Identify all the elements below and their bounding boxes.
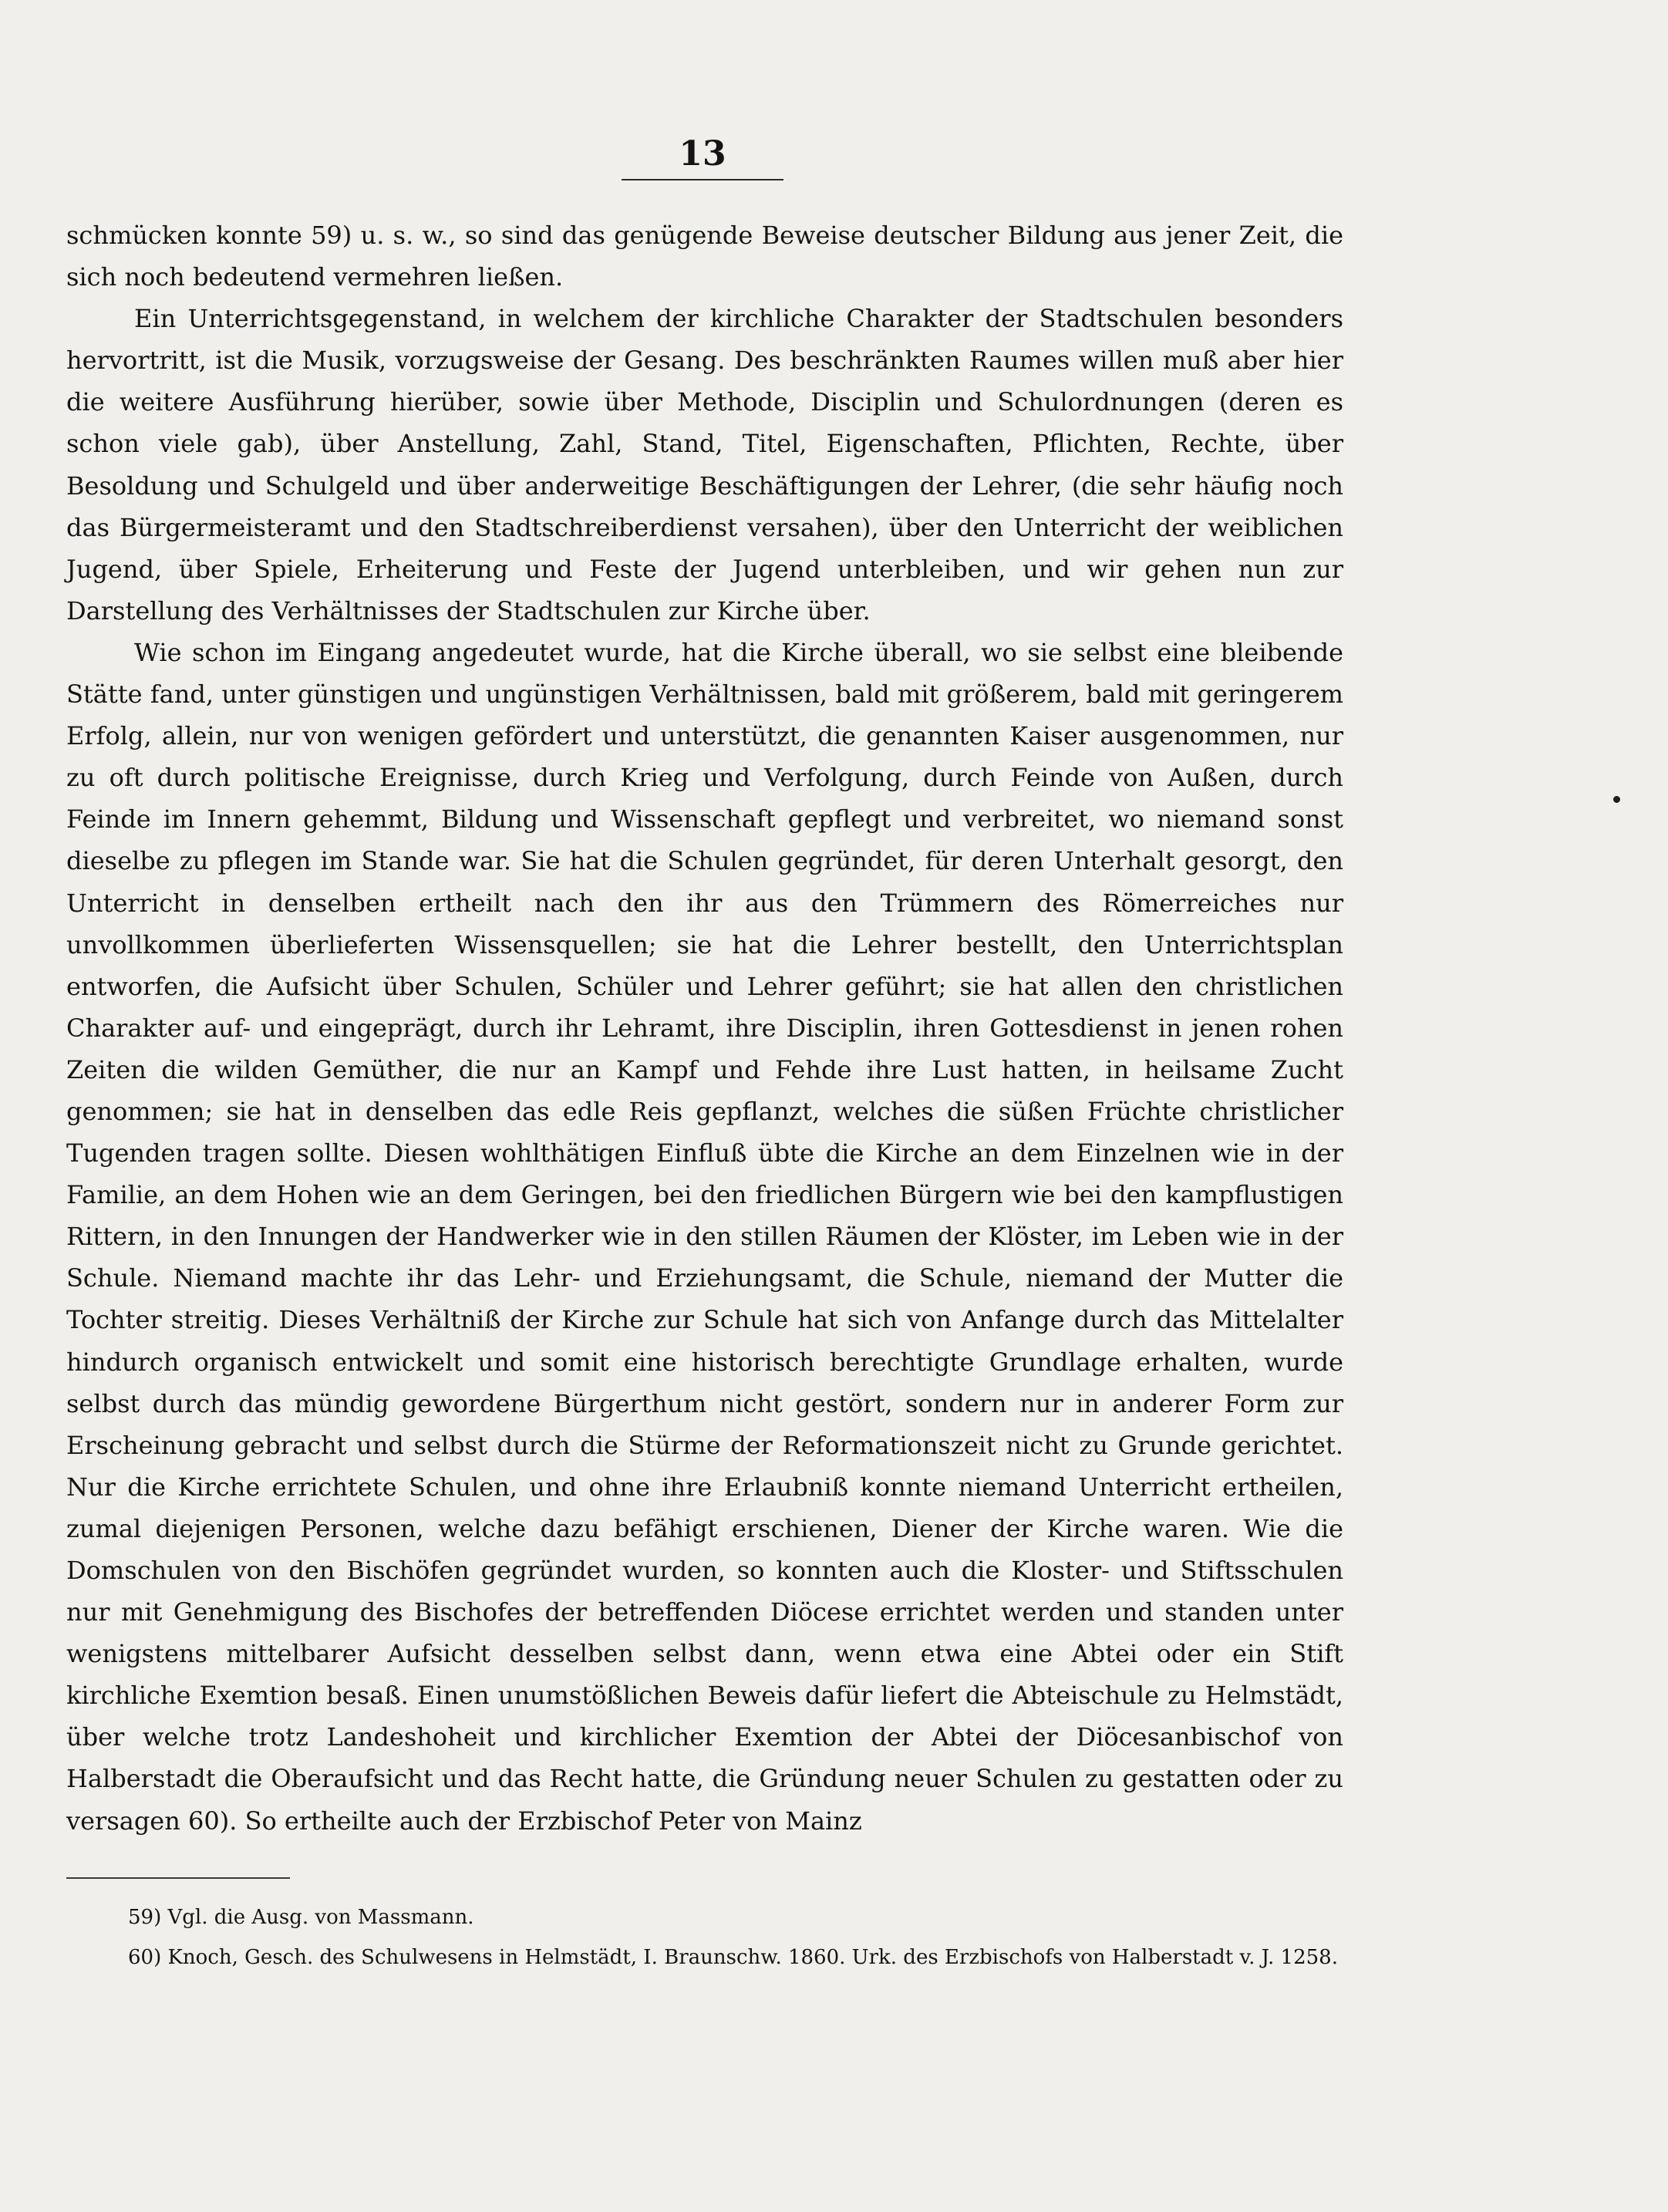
header-rule <box>622 179 783 180</box>
footnote-text: Vgl. die Ausg. von Massmann. <box>167 1906 474 1929</box>
footnote-rule <box>66 1877 290 1879</box>
footnote-60 <box>66 1937 1343 1978</box>
footnote-59 <box>66 1897 1343 1937</box>
paragraph-church: Wie schon im Eingang angedeutet wurde, hat die Kirche überall, wo sie selbst eine bleibende Stätte fand, unter günstigen und ungünstigen Verhältnissen, bald mit größerem, bald mit geringerem Erfolg, allein, nur von wenigen gefördert und unterstützt, die genannten Kaiser ausgenommen, nur zu oft durch politische Ereignisse, durch Krieg und Verfolgung, durch Feinde von Außen, durch Feinde im Innern gehemmt, Bildung und Wissenschaft gepflegt und verbreitet, wo niemand sonst dieselbe zu pflegen im Stande war. Sie hat die Schulen gegründet, für deren Unterhalt gesorgt, den Unterricht in denselben ertheilt nach den ihr aus den Trümmern des Römerreiches nur unvollkommen überlieferten Wissensquellen; sie hat die Lehrer bestellt, den Unterrichtsplan entworfen, die Aufsicht über Schulen, Schüler und Lehrer geführt; sie hat allen den christlichen Charakter auf- und eingeprägt, durch ihr Lehramt, ihre Disciplin, ihren Gottesdienst in jenen rohen Zeiten die wilden Gemüther, die nur an Kampf und Fehde ihre Lust hatten, in heilsame Zucht genommen; sie hat in denselben das edle Reis gepflanzt, welches die süßen Früchte christlicher Tugenden tragen sollte. Diesen wohlthätigen Einfluß übte die Kirche an dem Einzelnen wie in der Familie, an dem Hohen wie an dem Geringen, bei den friedlichen Bürgern wie bei den kampflustigen Rittern, in den Innungen der Handwerker wie in den stillen Räumen der Klöster, im Leben wie in der Schule. Niemand machte ihr das Lehr- und Erziehungsamt, die Schule, niemand der Mutter die Tochter streitig. Dieses Verhältniß der Kirche zur Schule hat sich von Anfange durch das Mittelalter hindurch organisch entwickelt und somit eine historisch berechtigte Grundlage erhalten, wurde selbst durch das mündig gewordene Bürgerthum nicht gestört, sondern nur in anderer Form zur Erscheinung gebracht und selbst durch die Stürme der Reformationszeit nicht zu Grunde gerichtet. Nur die Kirche errichtete Schulen, und ohne ihre Erlaubniß konnte niemand Unterricht ertheilen, zumal diejenigen Personen, welche dazu befähigt erschienen, Diener der Kirche waren. Wie die Domschulen von den Bischöfen gegründet wurden, so konnten auch die Kloster- und Stiftsschulen nur mit Genehmigung des Bischofes der betreffenden Diöcese errichtet werden und standen unter wenigstens mittelbarer Aufsicht desselben selbst dann, wenn etwa eine Abtei oder ein Stift kirchliche Exemtion besaß. Einen unumstößlichen Beweis dafür liefert die Abteischule zu Helmstädt, über welche trotz Landeshoheit und kirchlicher Exemtion der Abtei der Diöcesanbischof von Halberstadt die Oberaufsicht und das Recht hatte, die Gründung neuer Schulen zu gestatten oder zu versagen 60). So ertheilte auch der Erzbischof Peter von Mainz <box>66 637 1343 1836</box>
paragraph-continuation: schmücken konnte 59) u. s. w., so sind das genügende Beweise deutscher Bildung aus jener Zeit, die sich noch bedeutend vermehren ließen. <box>66 221 1343 292</box>
scan-speck <box>1613 796 1620 803</box>
body-text <box>66 214 1343 1842</box>
footnote-number: 60) <box>128 1946 162 1969</box>
page-number: 13 <box>679 134 726 174</box>
footnote-number: 59) <box>128 1906 162 1929</box>
paragraph-music: Ein Unterrichtsgegenstand, in welchem der kirchliche Charakter der Stadtschulen besonders hervortritt, ist die Musik, vorzugsweise der Gesang. Des beschränkten Raumes willen muß aber hier die weitere Ausführung hierüber, sowie über Methode, Disciplin und Schulordnungen (deren es schon viele gab), über Anstellung, Zahl, Stand, Titel, Eigenschaften, Pflichten, Rechte, über Besoldung und Schulgeld und über anderweitige Beschäftigungen der Lehrer, (die sehr häufig noch das Bürgermeisteramt und den Stadtschreiberdienst versahen), über den Unterricht der weiblichen Jugend, über Spiele, Erheiterung und Feste der Jugend unterbleiben, und wir gehen nun zur Darstellung des Verhältnisses der Stadtschulen zur Kirche über. <box>66 304 1343 625</box>
footnotes <box>66 1897 1343 1978</box>
footnote-text: Knoch, Gesch. des Schulwesens in Helmstädt, I. Braunschw. 1860. Urk. des Erzbischofs von Halberstadt v. J. 1258. <box>167 1946 1338 1969</box>
